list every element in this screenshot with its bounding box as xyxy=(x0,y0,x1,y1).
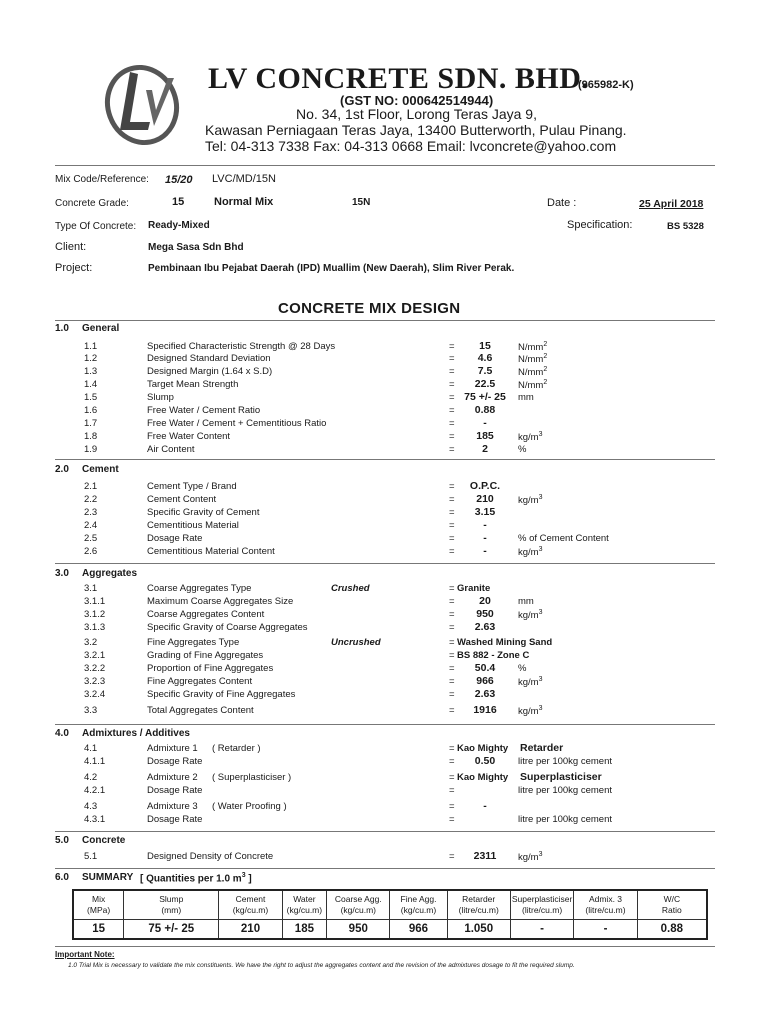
row-number: 3.1.3 xyxy=(84,622,106,633)
section-3-title: Aggregates xyxy=(82,568,138,579)
row-value: Granite xyxy=(457,583,491,594)
row-value: 75 +/- 25 xyxy=(464,391,506,403)
row-equals: = xyxy=(449,533,455,544)
summary-header-coarse-agg: Coarse Agg. (kg/cu.m) xyxy=(327,890,390,920)
grade-label: Concrete Grade: xyxy=(55,198,129,209)
summary-value-cement: 210 xyxy=(219,920,282,940)
summary-table xyxy=(72,889,708,940)
row-description: Admixture 3 xyxy=(147,801,198,812)
row-unit-superscript: 2 xyxy=(543,366,548,373)
row-equals: = xyxy=(449,494,455,505)
row-value: 22.5 xyxy=(474,378,496,390)
row-value: BS 882 - Zone C xyxy=(457,650,530,661)
row-admixture-type: ( Retarder ) xyxy=(212,743,261,754)
section-1-divider xyxy=(55,459,715,460)
summary-value-wc: 0.88 xyxy=(637,920,707,940)
section-5-divider xyxy=(55,868,715,869)
row-description: Designed Standard Deviation xyxy=(147,353,271,364)
row-unit-text: kg/m xyxy=(518,852,539,864)
row-equals: = xyxy=(449,379,455,390)
date-value: 25 April 2018 xyxy=(639,198,704,210)
row-number: 3.2.3 xyxy=(84,676,106,687)
row-equals: = xyxy=(449,705,455,716)
row-description: Dosage Rate xyxy=(147,814,203,825)
row-equals: = xyxy=(449,341,455,352)
spec-label: Specification: xyxy=(567,219,633,231)
row-unit xyxy=(518,431,543,443)
footer-divider xyxy=(55,946,715,947)
row-number: 2.3 xyxy=(84,507,98,518)
row-description: Proportion of Fine Aggregates xyxy=(147,663,274,674)
grade-value: 15 xyxy=(172,196,185,208)
row-number: 3.3 xyxy=(84,705,98,716)
row-equals: = xyxy=(449,596,455,607)
row-description: Cementitious Material Content xyxy=(147,546,275,557)
row-unit: litre per 100kg cement xyxy=(518,814,612,825)
summary-header-mix: Mix (MPa) xyxy=(73,890,124,920)
row-description: Maximum Coarse Aggregates Size xyxy=(147,596,294,607)
row-unit-text: N/mm xyxy=(518,380,544,392)
row-number: 3.1.1 xyxy=(84,596,106,607)
row-unit: % xyxy=(518,444,527,455)
row-number: 4.3.1 xyxy=(84,814,106,825)
project-value: Pembinaan Ibu Pejabat Daerah (IPD) Muallim (New Daerah), Slim River Perak. xyxy=(148,263,515,274)
row-description: Air Content xyxy=(147,444,195,455)
spec-value: BS 5328 xyxy=(667,221,704,232)
row-value: 50.4 xyxy=(474,662,496,674)
row-unit-superscript: 3 xyxy=(538,609,543,616)
row-number: 1.1 xyxy=(84,341,98,352)
summary-value-water: 185 xyxy=(282,920,326,940)
row-equals: = xyxy=(449,676,455,687)
section-2-divider xyxy=(55,563,715,564)
row-value: 3.15 xyxy=(474,506,496,518)
section-1-title: General xyxy=(82,323,120,334)
row-unit xyxy=(518,546,543,558)
section-5-title: Concrete xyxy=(82,835,126,846)
row-value: 210 xyxy=(476,493,494,505)
gst-number: (GST NO: 000642514944) xyxy=(340,93,494,108)
row-equals: = xyxy=(449,622,455,633)
row-equals: = xyxy=(449,481,455,492)
row-description: Specific Gravity of Fine Aggregates xyxy=(147,689,296,700)
row-value: 0.50 xyxy=(474,755,496,767)
row-unit: litre per 100kg cement xyxy=(518,756,612,767)
row-equals: = xyxy=(449,756,455,767)
summary-value-superplasticiser: - xyxy=(510,920,573,940)
row-admixture-type: ( Water Proofing ) xyxy=(212,801,287,812)
summary-value-slump: 75 +/- 25 xyxy=(124,920,219,940)
section-3-divider xyxy=(55,724,715,725)
company-name: LV CONCRETE SDN. BHD. xyxy=(208,62,590,95)
row-description: Coarse Aggregates Type xyxy=(147,583,252,594)
row-unit xyxy=(518,494,543,506)
company-registration: (965982-K) xyxy=(578,79,634,91)
row-description: Coarse Aggregates Content xyxy=(147,609,265,620)
row-description: Free Water Content xyxy=(147,431,231,442)
summary-header-slump: Slump (mm) xyxy=(124,890,219,920)
document-title: CONCRETE MIX DESIGN xyxy=(278,300,461,317)
row-equals: = xyxy=(449,418,455,429)
row-description: Specified Characteristic Strength @ 28 Days xyxy=(147,341,336,352)
row-number: 4.2 xyxy=(84,772,98,783)
section-2-number: 2.0 xyxy=(55,464,69,475)
row-unit xyxy=(518,676,543,688)
row-description: Cement Type / Brand xyxy=(147,481,237,492)
row-description: Fine Aggregates Content xyxy=(147,676,253,687)
row-number: 2.2 xyxy=(84,494,98,505)
row-unit xyxy=(518,366,547,378)
row-description: Cementitious Material xyxy=(147,520,239,531)
section-4-title: Admixtures / Additives xyxy=(82,728,190,739)
row-description: Specific Gravity of Cement xyxy=(147,507,260,518)
row-number: 3.1.2 xyxy=(84,609,106,620)
row-value: 0.88 xyxy=(474,404,496,416)
row-value: 1916 xyxy=(473,704,497,716)
client-value: Mega Sasa Sdn Bhd xyxy=(148,242,244,253)
summary-header-fine-agg: Fine Agg. (kg/cu.m) xyxy=(390,890,447,920)
row-number: 4.2.1 xyxy=(84,785,106,796)
row-description: Grading of Fine Aggregates xyxy=(147,650,264,661)
row-unit: % xyxy=(518,663,527,674)
row-number: 3.1 xyxy=(84,583,98,594)
row-unit-superscript: 3 xyxy=(538,546,543,553)
mix-code-label: Mix Code/Reference: xyxy=(55,174,149,185)
row-value: 950 xyxy=(476,608,494,620)
summary-value-fine-agg: 966 xyxy=(390,920,447,940)
row-unit xyxy=(518,353,547,365)
row-unit xyxy=(518,609,543,621)
row-value: Kao Mighty xyxy=(457,772,509,783)
date-label: Date : xyxy=(547,197,577,209)
row-equals: = xyxy=(449,546,455,557)
row-value: 4.6 xyxy=(477,352,493,364)
row-note: Uncrushed xyxy=(331,637,381,648)
section-6-subtitle: [ Quantities per 1.0 $m^3$ ] xyxy=(140,872,252,885)
row-number: 4.3 xyxy=(84,801,98,812)
row-unit-text: kg/m xyxy=(518,677,539,689)
row-number: 4.1.1 xyxy=(84,756,106,767)
row-description: Slump xyxy=(147,392,174,403)
row-unit-superscript: 2 xyxy=(543,353,548,360)
row-unit-superscript: 3 xyxy=(538,851,543,858)
summary-value-row xyxy=(73,920,707,940)
summary-header-superplasticiser: Superplasticiser (litre/cu.m) xyxy=(510,890,573,920)
row-equals: = xyxy=(449,650,455,661)
row-unit-superscript: 3 xyxy=(538,431,543,438)
row-number: 3.2.1 xyxy=(84,650,106,661)
row-equals: = xyxy=(449,431,455,442)
row-equals: = xyxy=(449,801,455,812)
section-1-number: 1.0 xyxy=(55,323,69,334)
row-description: Cement Content xyxy=(147,494,217,505)
row-equals: = xyxy=(449,689,455,700)
row-number: 3.2 xyxy=(84,637,98,648)
row-value: - xyxy=(483,800,487,812)
section-4-divider xyxy=(55,831,715,832)
row-equals: = xyxy=(449,583,455,594)
row-unit-superscript: 3 xyxy=(538,676,543,683)
row-number: 1.4 xyxy=(84,379,98,390)
row-description: Dosage Rate xyxy=(147,756,203,767)
row-unit xyxy=(518,851,543,863)
row-unit-text: N/mm xyxy=(518,367,544,379)
client-label: Client: xyxy=(55,241,87,253)
summary-value-retarder: 1.050 xyxy=(447,920,510,940)
row-description: Free Water / Cement + Cementitious Ratio xyxy=(147,418,327,429)
row-equals: = xyxy=(449,444,455,455)
row-number: 1.6 xyxy=(84,405,98,416)
row-equals: = xyxy=(449,814,455,825)
row-unit: litre per 100kg cement xyxy=(518,785,612,796)
row-unit-text: N/mm xyxy=(518,354,544,366)
row-number: 1.5 xyxy=(84,392,98,403)
address-line-1: No. 34, 1st Floor, Lorong Teras Jaya 9, xyxy=(296,106,537,122)
row-number: 1.2 xyxy=(84,353,98,364)
row-value: - xyxy=(483,417,487,429)
row-admixture-label: Superplasticiser xyxy=(520,771,602,783)
row-description: Specific Gravity of Coarse Aggregates xyxy=(147,622,308,633)
mix-code-1: 15/20 xyxy=(165,174,193,186)
row-number: 2.1 xyxy=(84,481,98,492)
row-unit-text: kg/m xyxy=(518,547,539,559)
row-number: 5.1 xyxy=(84,851,98,862)
summary-header-water: Water (kg/cu.m) xyxy=(282,890,326,920)
row-unit-text: kg/m xyxy=(518,610,539,622)
row-value: 15 xyxy=(479,340,491,352)
row-unit xyxy=(518,705,543,717)
grade-n: 15N xyxy=(352,197,371,208)
row-value: 2.63 xyxy=(474,688,496,700)
row-description: Designed Density of Concrete xyxy=(147,851,274,862)
row-admixture-label: Retarder xyxy=(520,742,564,754)
row-unit: mm xyxy=(518,596,534,607)
row-description: Free Water / Cement Ratio xyxy=(147,405,261,416)
row-unit-text: kg/m xyxy=(518,706,539,718)
row-value: 966 xyxy=(476,675,494,687)
row-unit-text: kg/m xyxy=(518,495,539,507)
row-note: Crushed xyxy=(331,583,370,594)
row-admixture-type: ( Superplasticiser ) xyxy=(212,772,292,783)
row-description: Designed Margin (1.64 x S.D) xyxy=(147,366,273,377)
address-line-2: Kawasan Perniagaan Teras Jaya, 13400 Butterworth, Pulau Pinang. xyxy=(205,122,627,138)
row-equals: = xyxy=(449,785,455,796)
row-unit-superscript: 3 xyxy=(538,494,543,501)
row-description: Target Mean Strength xyxy=(147,379,239,390)
summary-header-wc: W/C Ratio xyxy=(637,890,707,920)
row-value: Kao Mighty xyxy=(457,743,509,754)
row-unit-superscript: 2 xyxy=(543,379,548,386)
type-value: Ready-Mixed xyxy=(148,220,210,231)
note-heading: Important Note: xyxy=(55,950,115,959)
summary-header-admix3: Admix. 3 (litre/cu.m) xyxy=(574,890,637,920)
row-value: - xyxy=(483,519,487,531)
summary-header-row xyxy=(73,890,707,920)
row-equals: = xyxy=(449,405,455,416)
row-number: 4.1 xyxy=(84,743,98,754)
row-number: 1.7 xyxy=(84,418,98,429)
summary-header-retarder: Retarder (litre/cu.m) xyxy=(447,890,510,920)
row-equals: = xyxy=(449,743,455,754)
row-value: - xyxy=(483,545,487,557)
row-unit-text: N/mm xyxy=(518,342,544,354)
row-equals: = xyxy=(449,353,455,364)
row-value: 20 xyxy=(479,595,491,607)
row-number: 1.9 xyxy=(84,444,98,455)
row-unit-text: kg/m xyxy=(518,432,539,444)
type-label: Type Of Concrete: xyxy=(55,221,137,232)
row-description: Fine Aggregates Type xyxy=(147,637,240,648)
row-value: - xyxy=(483,532,487,544)
row-value: 2.63 xyxy=(474,621,496,633)
summary-value-admix3: - xyxy=(574,920,637,940)
mix-code-2: LVC/MD/15N xyxy=(212,173,276,185)
row-number: 1.8 xyxy=(84,431,98,442)
row-number: 2.5 xyxy=(84,533,98,544)
row-number: 3.2.2 xyxy=(84,663,106,674)
contact-line: Tel: 04-313 7338 Fax: 04-313 0668 Email: lvconcrete@yahoo.com xyxy=(205,138,617,154)
row-equals: = xyxy=(449,637,455,648)
row-equals: = xyxy=(449,609,455,620)
summary-value-mix: 15 xyxy=(73,920,124,940)
section-5-number: 5.0 xyxy=(55,835,69,846)
row-value: O.P.C. xyxy=(469,480,501,492)
row-description: Admixture 1 xyxy=(147,743,198,754)
row-equals: = xyxy=(449,851,455,862)
row-value: 185 xyxy=(476,430,494,442)
row-unit: mm xyxy=(518,392,534,403)
header-divider xyxy=(55,165,715,166)
row-description: Admixture 2 xyxy=(147,772,198,783)
row-unit-superscript: 2 xyxy=(543,341,548,348)
section-2-title: Cement xyxy=(82,464,119,475)
row-description: Dosage Rate xyxy=(147,533,203,544)
row-value: 2 xyxy=(482,443,488,455)
row-number: 2.4 xyxy=(84,520,98,531)
company-logo xyxy=(100,60,184,150)
row-value: 7.5 xyxy=(477,365,493,377)
row-value: Washed Mining Sand xyxy=(457,637,553,648)
row-equals: = xyxy=(449,520,455,531)
section-6-title: SUMMARY xyxy=(82,872,134,883)
title-divider xyxy=(55,320,715,321)
row-description: Total Aggregates Content xyxy=(147,705,254,716)
row-equals: = xyxy=(449,392,455,403)
section-6-number: 6.0 xyxy=(55,872,69,883)
row-number: 2.6 xyxy=(84,546,98,557)
note-text: 1.0 Trial Mix is necessary to validate the mix constituents. We have the right to adjust the aggregates content and the revision of the admixtures dosage to fit the required slump. xyxy=(68,962,575,969)
summary-header-cement: Cement (kg/cu.m) xyxy=(219,890,282,920)
row-equals: = xyxy=(449,772,455,783)
row-number: 1.3 xyxy=(84,366,98,377)
row-unit-superscript: 3 xyxy=(538,705,543,712)
grade-mix: Normal Mix xyxy=(214,196,274,208)
row-equals: = xyxy=(449,507,455,518)
row-value: 2311 xyxy=(473,850,497,862)
section-4-number: 4.0 xyxy=(55,728,69,739)
row-number: 3.2.4 xyxy=(84,689,106,700)
row-equals: = xyxy=(449,366,455,377)
row-equals: = xyxy=(449,663,455,674)
section-3-number: 3.0 xyxy=(55,568,69,579)
row-unit: % of Cement Content xyxy=(518,533,609,544)
row-unit xyxy=(518,379,547,391)
summary-value-coarse-agg: 950 xyxy=(327,920,390,940)
project-label: Project: xyxy=(55,262,93,274)
row-description: Dosage Rate xyxy=(147,785,203,796)
